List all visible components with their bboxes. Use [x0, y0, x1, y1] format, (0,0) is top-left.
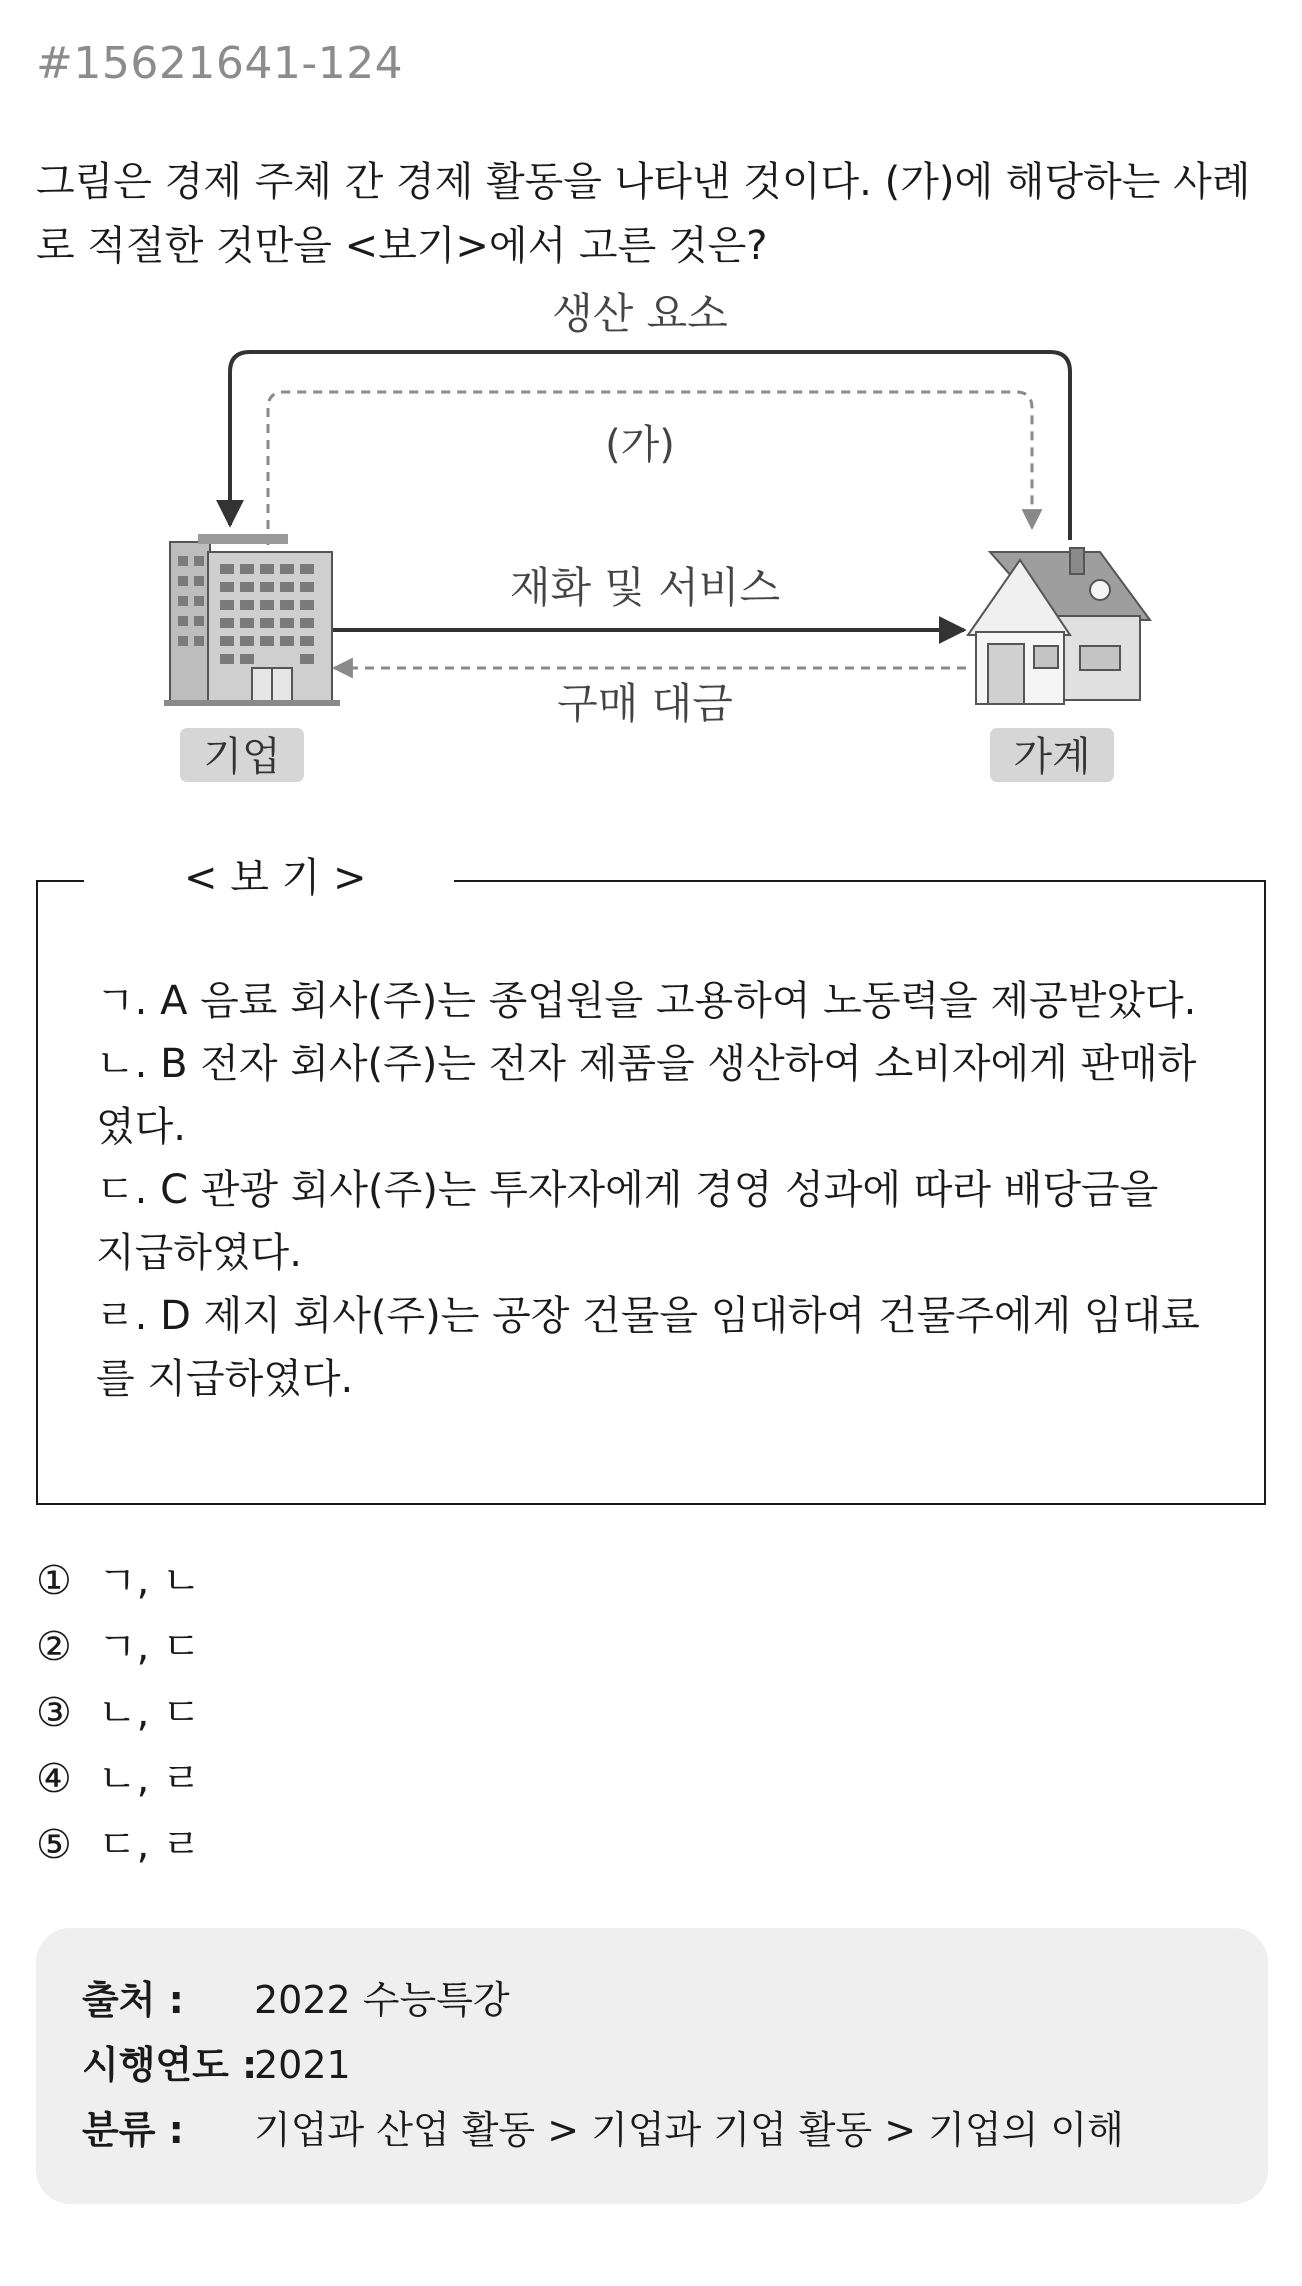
- diagram-label-goods: 재화 및 서비스: [509, 563, 781, 612]
- choice-text: ㄱ, ㄷ: [98, 1624, 201, 1670]
- choice-5[interactable]: [36, 1812, 201, 1878]
- choice-number: ①: [36, 1558, 72, 1604]
- choice-3[interactable]: [36, 1680, 201, 1746]
- choice-number: ④: [36, 1756, 72, 1802]
- bogi-line: ㄹ. D 제지 회사(주)는 공장 건물을 임대하여 건물주에게 임대료: [96, 1293, 1200, 1339]
- bogi-line: 를 지급하였다.: [96, 1356, 354, 1402]
- meta-source-label: 출처 :: [82, 1978, 184, 2022]
- meta-source-row: [82, 1975, 510, 2025]
- firm-label: 기업: [203, 734, 281, 780]
- diagram-label-top: 생산 요소: [552, 290, 728, 338]
- choice-text: ㄱ, ㄴ: [98, 1558, 201, 1604]
- diagram-label-payment: 구매 대금: [557, 679, 733, 728]
- question-meta-panel: [36, 1928, 1268, 2204]
- choice-number: ③: [36, 1690, 72, 1736]
- meta-category-value: 기업과 산업 활동 > 기업과 기업 활동 > 기업의 이해: [254, 2108, 1124, 2152]
- office-building-icon: [164, 534, 340, 706]
- choice-text: ㄴ, ㄹ: [98, 1756, 201, 1802]
- question-stem: [36, 150, 1276, 278]
- bogi-line: 였다.: [96, 1104, 186, 1150]
- choice-2[interactable]: [36, 1614, 201, 1680]
- answer-choices: [36, 1548, 201, 1878]
- bogi-line: ㄷ. C 관광 회사(주)는 투자자에게 경영 성과에 따라 배당금을: [96, 1167, 1159, 1213]
- meta-source-value: 2022 수능특강: [254, 1978, 510, 2022]
- diagram-label-ga: (가): [605, 422, 675, 468]
- economic-flow-diagram: [140, 290, 1160, 790]
- stem-line: 그림은 경제 주체 간 경제 활동을 나타낸 것이다. (가)에 해당하는 사례: [36, 159, 1251, 205]
- question-id: #15621641-124: [36, 38, 404, 89]
- meta-category-label: 분류 :: [82, 2108, 184, 2152]
- bogi-title: < 보 기 >: [84, 848, 454, 908]
- bogi-line: ㄴ. B 전자 회사(주)는 전자 제품을 생산하여 소비자에게 판매하: [96, 1041, 1197, 1087]
- choice-text: ㄴ, ㄷ: [98, 1690, 201, 1736]
- meta-year-value: 2021: [254, 2043, 351, 2087]
- bogi-items: [96, 970, 1216, 1411]
- choice-number: ②: [36, 1624, 72, 1670]
- choice-1[interactable]: [36, 1548, 201, 1614]
- choice-text: ㄷ, ㄹ: [98, 1822, 201, 1868]
- bogi-line: 지급하였다.: [96, 1230, 302, 1276]
- house-icon: [968, 548, 1150, 704]
- meta-category-row: [82, 2105, 1124, 2155]
- bogi-line: ㄱ. A 음료 회사(주)는 종업원을 고용하여 노동력을 제공받았다.: [96, 978, 1197, 1024]
- payment-flow-arrow-ga: [268, 392, 1032, 545]
- choice-4[interactable]: [36, 1746, 201, 1812]
- meta-year-row: [82, 2040, 351, 2090]
- stem-line: 로 적절한 것만을 <보기>에서 고른 것은?: [36, 223, 768, 269]
- meta-year-label: 시행연도 :: [82, 2043, 258, 2087]
- household-label: 가계: [1013, 734, 1091, 780]
- choice-number: ⑤: [36, 1822, 72, 1868]
